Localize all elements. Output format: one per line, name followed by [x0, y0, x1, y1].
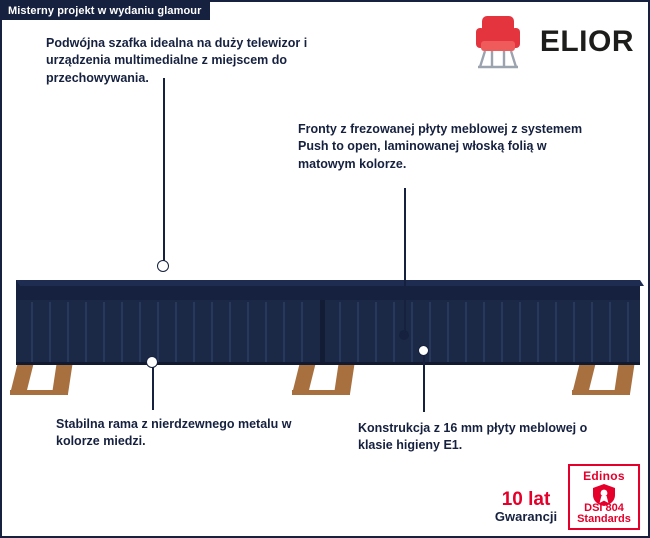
edinos-standards-label: Standards: [577, 513, 631, 525]
warranty-badge: [492, 484, 560, 530]
annotation-bottom-right: Konstrukcja z 16 mm płyty meblowej o klasie higieny E1.: [358, 421, 588, 453]
callout-dot-bottom-right: [418, 345, 429, 356]
leader-line-top-left: [163, 78, 165, 265]
callout-dot-top-left: [157, 260, 169, 272]
callout-dot-bottom-left: [146, 356, 158, 368]
annotation-top-right: Fronty z frezowanej płyty meblowej z systemem Push to open, laminowanej włoską folią w matowym kolorze.: [298, 122, 583, 171]
brand-name: ELIOR: [539, 25, 634, 58]
navy-tv-cabinet-illustration: [2, 278, 650, 403]
warranty-years: 10 lat: [501, 489, 551, 511]
edinos-name: Edinos: [583, 469, 625, 483]
edinos-code: DSI 804: [584, 502, 624, 514]
header-title-bar: [2, 2, 210, 20]
callout-dot-top-right: [399, 330, 409, 340]
annotation-bottom-left: Stabilna rama z nierdzewnego metalu w kolorze miedzi.: [56, 417, 292, 449]
annotation-top-left: Podwójna szafka idealna na duży telewizor i urządzenia multimedialne z miejscem do przechowywania.: [46, 36, 308, 85]
leader-line-top-right: [404, 188, 406, 334]
page-title: Misterny projekt w wydaniu glamour: [8, 5, 202, 17]
edinos-standards-badge: [568, 464, 640, 530]
warranty-label: Gwarancji: [494, 509, 558, 525]
leader-line-bottom-right: [423, 356, 425, 412]
leader-line-bottom-left: [152, 364, 154, 410]
brand-logo-group: [470, 12, 634, 72]
badge-group: [492, 464, 640, 530]
red-armchair-icon: [470, 12, 532, 72]
